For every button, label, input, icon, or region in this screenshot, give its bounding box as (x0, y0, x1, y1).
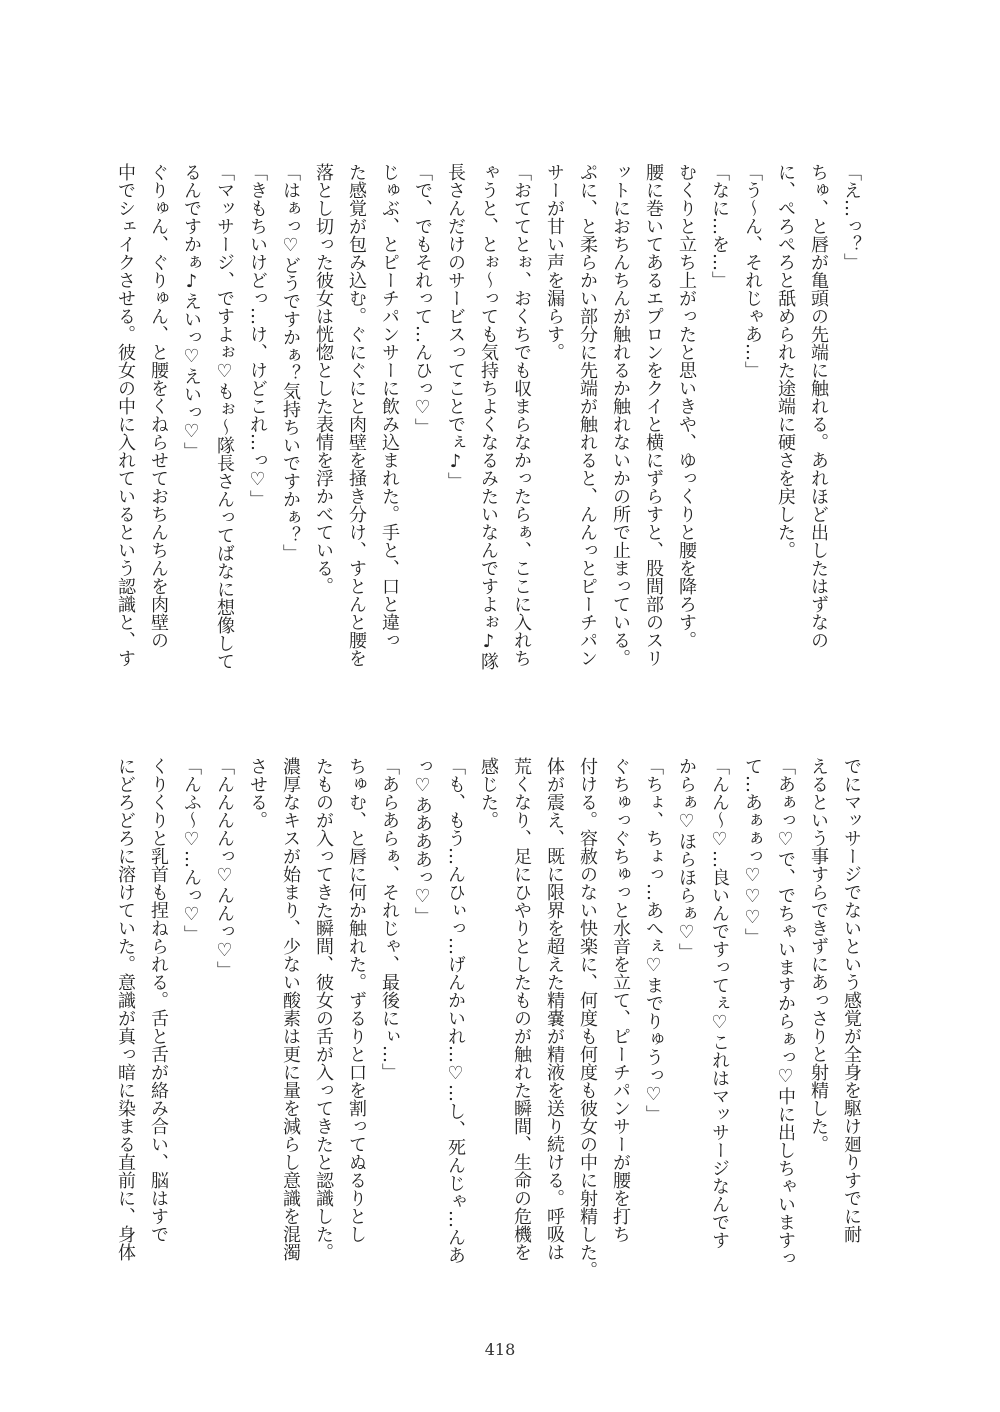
text-column: たものが入ってきた瞬間、彼女の舌が入ってきたと認識した。 (313, 757, 334, 1261)
text-column: 「う〜ん、それじゃあ…」 (742, 163, 763, 379)
text-column: て…あぁぁっ♡♡♡」 (742, 757, 763, 946)
text-column: 「んん〜♡…良いんですってぇ♡これはマッサージなんです (709, 757, 730, 1249)
text-column: 「あらあらぁ、それじゃ、最後にぃ…」 (379, 757, 400, 1081)
text-column: サーが甘い声を漏らす。 (544, 163, 565, 361)
text-column: 「あぁっ♡で、でちゃいますからぁっ♡中に出しちゃいますっ (775, 757, 796, 1267)
text-column: じゅぶ、とピーチパンサーに飲み込まれた。手と、口と違っ (379, 163, 400, 649)
text-column: させる。 (247, 757, 268, 829)
text-column: 「はぁっ♡どうですかぁ？気持ちいですかぁ？」 (280, 163, 301, 562)
text-column: 付ける。容赦のない快楽に、何度も何度も彼女の中に射精した。 (577, 757, 598, 1279)
text-column: でにマッサージでないという感覚が全身を駆け廻りすでに耐 (841, 757, 862, 1243)
page-number: 418 (484, 1340, 516, 1359)
text-column: ぷに、と柔らかい部分に先端が触れると、んんっとピーチパン (577, 163, 598, 667)
text-column: ぐちゅっぐちゅっと水音を立て、ピーチパンサーが腰を打ち (610, 757, 631, 1243)
text-column: 腰に巻いてあるエプロンをクイと横にずらすと、股間部のスリ (643, 163, 664, 667)
text-column: 濃厚なキスが始まり、少ない酸素は更に量を減らし意識を混濁 (280, 757, 301, 1261)
text-column: 中でシェイクさせる。彼女の中に入れているという認識と、す (115, 163, 136, 667)
lower-text-block (115, 757, 868, 1287)
text-column: ットにおちんちんが触れるか触れないかの所で止まっている。 (610, 163, 631, 667)
text-column: 「も、もう…んひぃっ…げんかいれ…♡…し、死んじゃ…んあ (445, 757, 466, 1264)
text-column: 「で、でもそれって…んひっ♡」 (412, 163, 433, 436)
text-column: 落とし切った彼女は恍惚とした表情を浮かべている。 (313, 163, 334, 595)
text-column: にどろどろに溶けていた。意識が真っ暗に染まる直前に、身体 (115, 757, 136, 1261)
text-column: くりくりと乳首も捏ねられる。舌と舌が絡み合い、脳はすで (148, 757, 169, 1243)
text-column: 感じた。 (478, 757, 499, 829)
text-column: 荒くなり、足にひやりとしたものが触れた瞬間、生命の危機を (511, 757, 532, 1261)
text-column: ちゅ、と唇が亀頭の先端に触れる。あれほど出したはずなの (808, 163, 829, 649)
text-column: るんですかぁ♪えいっ♡えいっ♡」 (181, 163, 202, 460)
text-column: ちゅむ、と唇に何か触れた。ずるりと口を割ってぬるりとし (346, 757, 367, 1243)
text-column: むくりと立ち上がったと思いきや、ゆっくりと腰を降ろす。 (676, 163, 697, 649)
text-column: ぐりゅん、ぐりゅん、と腰をくねらせておちんちんを肉壁の (148, 163, 169, 649)
text-column: 「ちょ、ちょっ…あへぇ♡までりゅうっ♡」 (643, 757, 664, 1123)
text-column: っ♡ああああっ♡」 (412, 757, 433, 925)
text-column: ゃうと、とぉ〜っても気持ちよくなるみたいなんですよぉ♪隊 (478, 163, 499, 670)
text-column: 「なに…を…」 (709, 163, 730, 289)
text-column: た感覚が包み込む。ぐにぐにと肉壁を掻き分け、すとんと腰を (346, 163, 367, 667)
text-column: に、ぺろぺろと舐められた途端に硬さを戻した。 (775, 163, 796, 559)
upper-text-block (115, 163, 868, 693)
text-column: 「マッサージ、ですよぉ♡もぉ〜隊長さんってばなに想像して (214, 163, 235, 670)
text-column: 「んんんんっ♡んんっ♡」 (214, 757, 235, 979)
text-column: 「おててとぉ、おくちでも収まらなかったらぁ、ここに入れち (511, 163, 532, 667)
text-column: 「え…っ？」 (841, 163, 862, 271)
text-column: 「きもちいけどっ…け、けどこれ…っ♡」 (247, 163, 268, 508)
text-column: 「んふ〜♡…んっ♡」 (181, 757, 202, 943)
text-column: えるという事すらできずにあっさりと射精した。 (808, 757, 829, 1153)
text-column: 体が震え、既に限界を超えた精嚢が精液を送り続ける。呼吸は (544, 757, 565, 1261)
text-column: 長さんだけのサービスってことでぇ♪」 (445, 163, 466, 490)
text-column: からぁ♡ほらほらぁ♡」 (676, 757, 697, 961)
